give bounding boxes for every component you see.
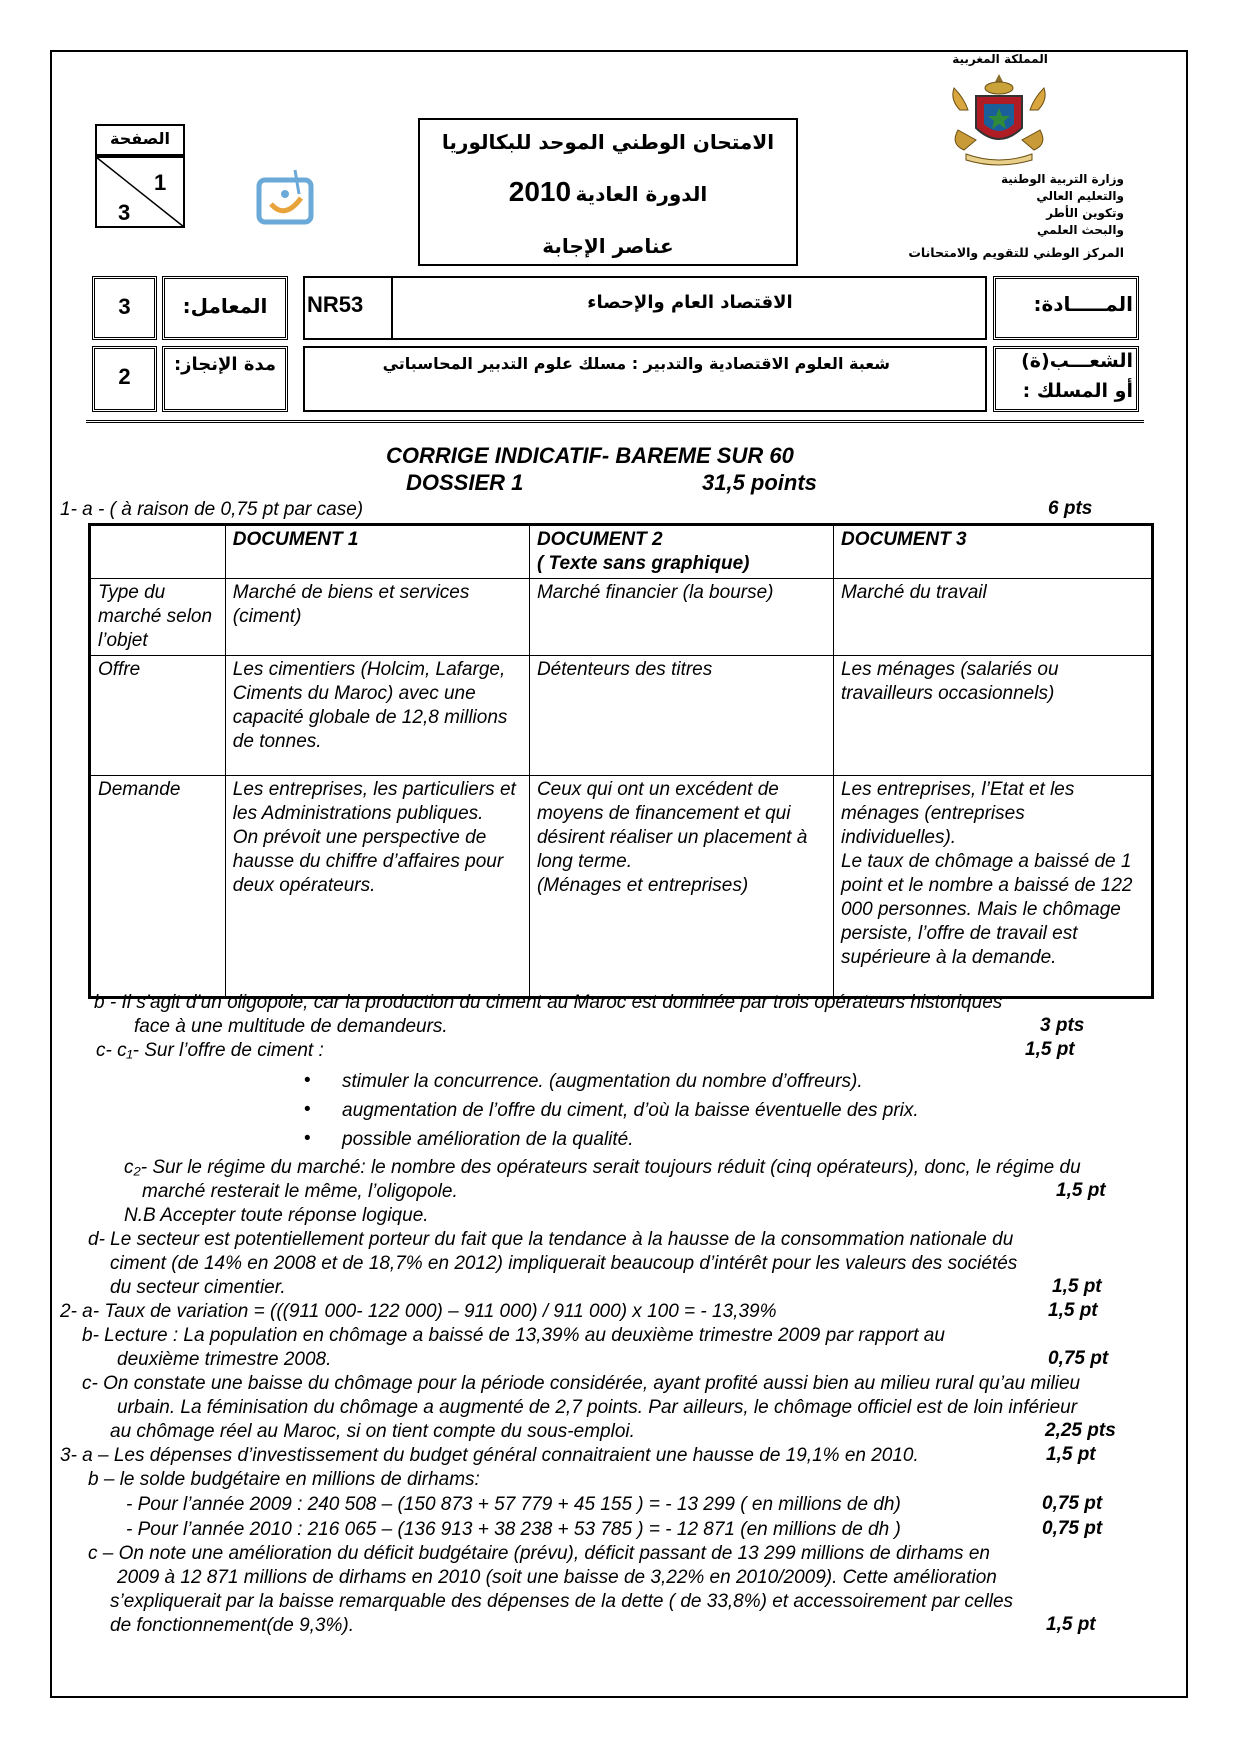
table-header-cell [90,525,226,579]
exam-logo-icon [255,168,319,228]
ministry-line: وتكوين الأطر [1046,206,1124,220]
duration-label: مدة الإنجاز: [173,354,277,375]
stream-label: أو المسلك : [1022,380,1133,402]
q1d-line: d- Le secteur est potentiellement porteur du fait que la tendance à la hausse de la consommation nationale du [88,1229,1014,1250]
stream-name: شعبة العلوم الاقتصادية والتدبير : مسلك علوم التدبير المحاسباتي [382,354,890,373]
q1b-points: 3 pts [1040,1015,1085,1036]
corrige-title: CORRIGE INDICATIF- BAREME SUR 60 [386,443,794,468]
q3b-text: b – le solde budgétaire en millions de dirhams: [88,1469,480,1490]
ministry-line: والبحث العلمي [1037,223,1124,237]
header-rule [86,420,1144,423]
session-label: الدورة العادية [575,182,708,206]
page-total: 3 [118,200,131,225]
q3c-points: 1,5 pt [1046,1614,1096,1635]
table-cell: Les ménages (salariés ou travailleurs occasionnels) [833,656,1152,776]
q3c-line: s’expliquerait par la baisse remarquable des dépenses de la dette ( de 33,8%) et accessoirement par celles [110,1591,1014,1612]
q1a-points: 6 pts [1048,498,1093,519]
stream-label: الشعـــب(ة) [1021,350,1133,372]
cell-text: On prévoit une perspective de hausse du chiffre d’affaires pour deux opérateurs. [232,827,504,896]
table-header-cell [529,525,833,579]
q1c2-points: 1,5 pt [1056,1180,1106,1201]
subject-name: الاقتصاد العام والإحصاء [587,292,793,313]
cell-text: Les entreprises, l’Etat et les ménages (entreprises individuelles). [840,779,1075,848]
table-row [90,776,1153,998]
q1c1-text: c- c₁- Sur l’offre de ciment : [96,1040,324,1061]
coef-value: 3 [118,294,131,319]
table-header-sublabel: ( Texte sans graphique) [536,553,750,574]
q1c2-line: c₂- Sur le régime du marché: le nombre des opérateurs serait toujours réduit (cinq opérateurs), donc, le régime du [124,1157,1081,1178]
q3b2-text: - Pour l’année 2010 : 216 065 – (136 913 + 38 238 + 53 785 ) = - 12 871 (en millions de dh ) [126,1519,901,1540]
table-cell [833,776,1152,998]
table-cell: Type du marché selon l’objet [90,579,226,656]
table-row [90,656,1153,776]
page-number: 1 [154,170,167,195]
q2b-line: b- Lecture : La population en chômage a baissé de 13,39% au deuxième trimestre 2009 par rapport au [82,1325,945,1346]
table-cell: Marché de biens et services (ciment) [225,579,529,656]
cell-text: (Ménages et entreprises) [536,875,749,896]
market-table [88,523,1154,999]
coat-of-arms-emblem [940,70,1058,166]
q2c-line: au chômage réel au Maroc, si on tient compte du sous-emploi. [110,1421,635,1442]
kingdom-label: المملكة المغربية [952,52,1048,66]
answers-label: عناصر الإجابة [542,234,674,258]
q3b1-text: - Pour l’année 2009 : 240 508 – (150 873 + 57 779 + 45 155 ) = - 13 299 ( en millions de dh) [126,1494,901,1515]
table-header-label: DOCUMENT 2 [536,529,663,550]
coef-label: المعامل: [182,294,268,318]
exam-year: 2010 [508,176,572,207]
duration-value: 2 [118,364,131,389]
table-cell [529,776,833,998]
table-cell: Détenteurs des titres [529,656,833,776]
q3b1-points: 0,75 pt [1042,1493,1103,1514]
table-cell: Marché financier (la bourse) [529,579,833,656]
table-row [90,579,1153,656]
q1a-text: 1- a - ( à raison de 0,75 pt par case) [60,499,364,520]
table-header-row [90,525,1153,579]
table-cell [225,776,529,998]
evaluation-center-label: المركز الوطني للتقويم والامتحانات [908,245,1124,260]
q2c-line: c- On constate une baisse du chômage pour la période considérée, ayant profité aussi bien au milieu rural qu’au milieu [82,1373,1081,1394]
cell-text: Les entreprises, les particuliers et les Administrations publiques. [232,779,516,824]
table-cell: Marché du travail [833,579,1152,656]
subject-code: NR53 [307,292,364,317]
q1d-line: du secteur cimentier. [110,1277,286,1298]
session-line [420,176,796,208]
q2c-points: 2,25 pts [1045,1420,1116,1441]
q3c-line: c – On note une amélioration du déficit budgétaire (prévu), déficit passant de 13 299 millions de dirhams en [88,1543,990,1564]
list-item: • augmentation de l’offre du ciment, d’où la baisse éventuelle des prix. [300,1100,919,1129]
q1c1-bullet-list [300,1071,919,1158]
page-label: الصفحة [109,129,170,148]
q1b-line: face à une multitude de demandeurs. [134,1016,448,1037]
q2b-line: deuxième trimestre 2008. [117,1349,332,1370]
q3b2-points: 0,75 pt [1042,1518,1103,1539]
q1c2-line: marché resterait le même, l’oligopole. [142,1181,458,1202]
q3c-line: de fonctionnement(de 9,3%). [110,1615,354,1636]
ministry-line: وزارة التربية الوطنية [1000,172,1124,186]
ministry-line: والتعليم العالي [1036,189,1124,203]
q1c-nb: N.B Accepter toute réponse logique. [124,1205,429,1226]
subject-label: المـــــادة: [1033,292,1133,316]
q1d-points: 1,5 pt [1052,1276,1102,1297]
table-header-cell: DOCUMENT 3 [833,525,1152,579]
q1c1-points: 1,5 pt [1025,1039,1075,1060]
list-item: • stimuler la concurrence. (augmentation du nombre d’offreurs). [300,1071,919,1100]
table-cell: Les cimentiers (Holcim, Lafarge, Ciments du Maroc) avec une capacité globale de 12,8 millions de tonnes. [225,656,529,776]
q2a-text: 2- a- Taux de variation = (((911 000- 122 000) – 911 000) / 911 000) x 100 = - 13,39% [60,1301,777,1322]
exam-title: الامتحان الوطني الموحد للبكالوريا [441,130,775,154]
cell-text: Le taux de chômage a baissé de 1 point et le nombre a baissé de 122 000 personnes. Mais le chômage persiste, l’offre de travail est supérieure à la demande. [840,851,1133,968]
q3a-points: 1,5 pt [1046,1444,1096,1465]
q3c-line: 2009 à 12 871 millions de dirhams en 2010 (soit une baisse de 3,22% en 2010/2009). Cette amélioration [117,1567,997,1588]
q3a-text: 3- a – Les dépenses d’investissement du budget général connaitraient une hausse de 19,1% en 2010. [60,1445,919,1466]
dossier-title: DOSSIER 1 [406,470,524,495]
q1b-line: b - Il s’agit d’un oligopole, car la production du ciment au Maroc est dominée par trois opérateurs historiques [94,992,1003,1013]
page-number-diagonal [95,156,185,228]
list-item: • possible amélioration de la qualité. [300,1129,919,1158]
table-cell: Demande [90,776,226,998]
cell-text: Ceux qui ont un excédent de moyens de financement et qui désirent réaliser un placement à long terme. [536,779,808,872]
q2b-points: 0,75 pt [1048,1348,1109,1369]
table-cell: Offre [90,656,226,776]
q1d-line: ciment (de 14% en 2008 et de 18,7% en 2012) impliquerait beaucoup d’intérêt pour les valeurs des sociétés [110,1253,1018,1274]
dossier-points: 31,5 points [702,470,817,495]
q2a-points: 1,5 pt [1048,1300,1098,1321]
table-header-cell: DOCUMENT 1 [225,525,529,579]
q2c-line: urbain. La féminisation du chômage a augmenté de 2,7 points. Par ailleurs, le chômage officiel est de loin inférieur [117,1397,1078,1418]
